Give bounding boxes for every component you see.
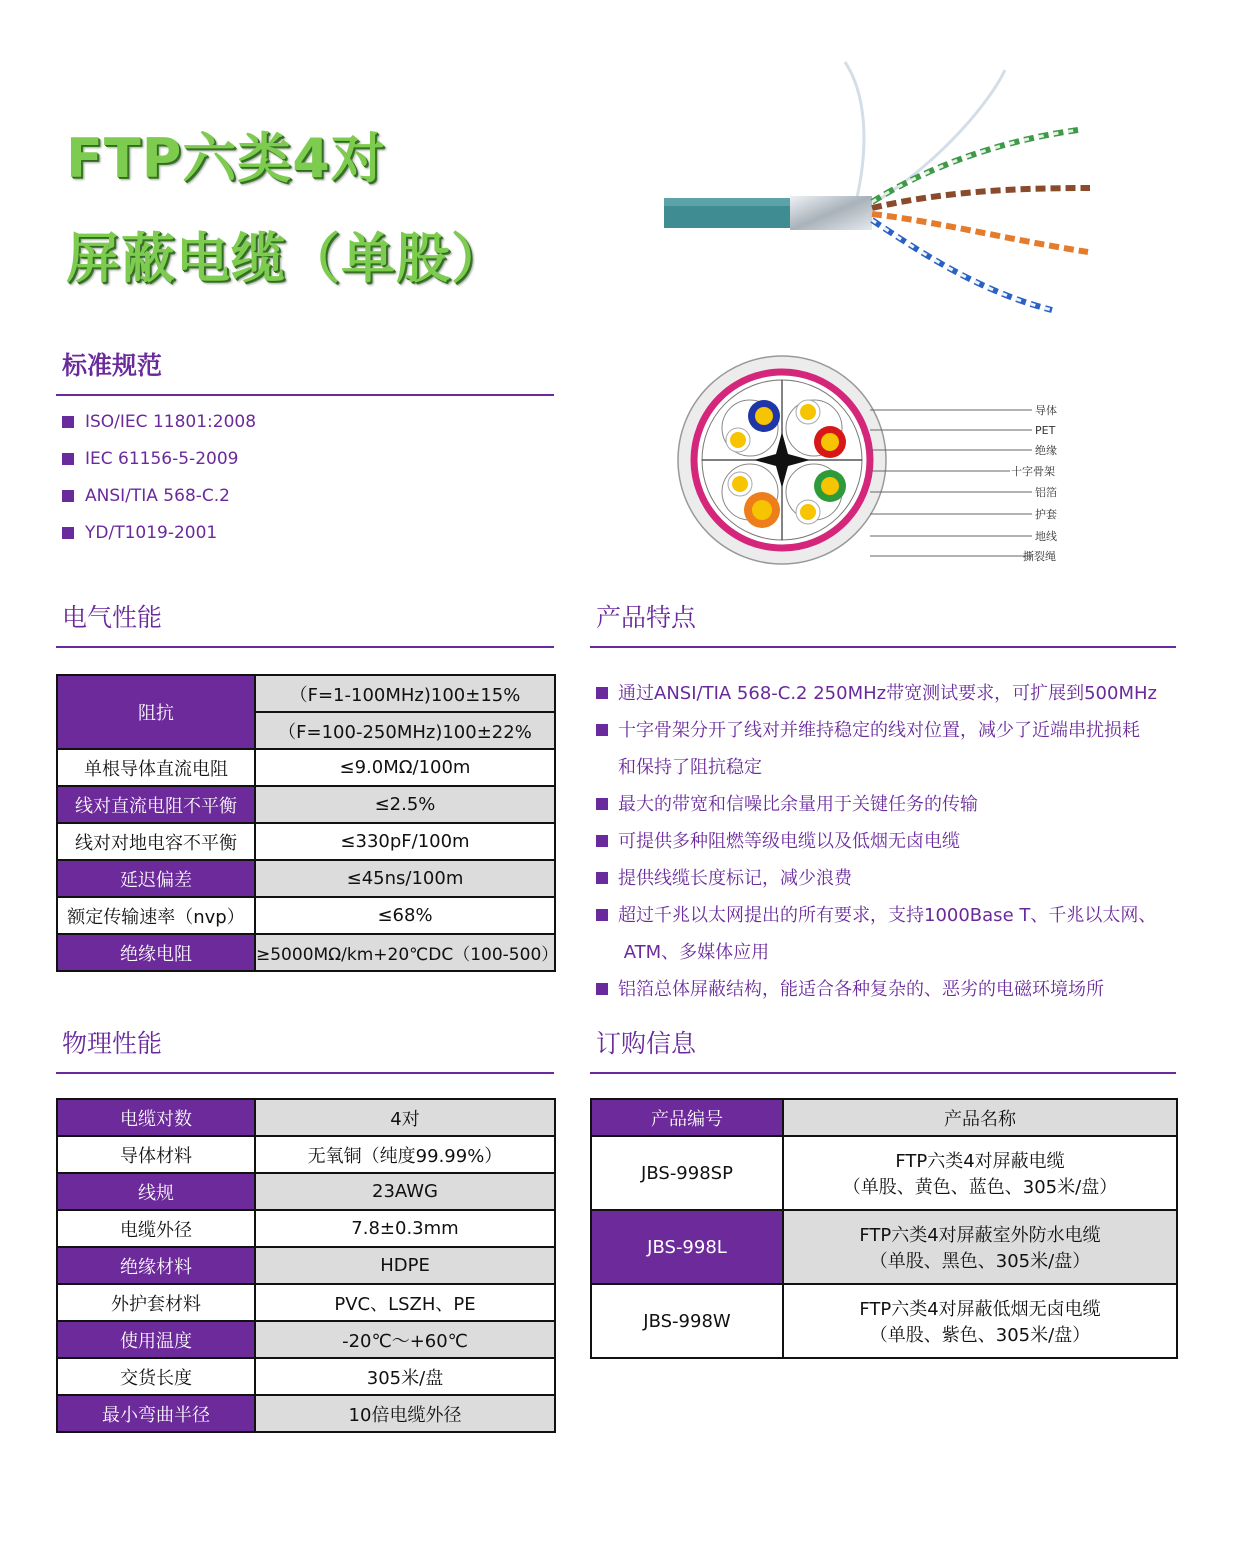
table-row (57, 1358, 555, 1395)
standard-item: ISO/IEC 11801:2008 (62, 403, 256, 440)
table-row (57, 675, 555, 712)
feature-item: 超过千兆以太网提出的所有要求，支持1000Base T、千兆以太网、 ATM、多媒体应用 (596, 897, 1196, 971)
electrical-table (56, 674, 559, 972)
row-value: HDPE (255, 1247, 555, 1284)
row-label: 额定传输速率（nvp） (57, 897, 255, 934)
bullet-square-icon (596, 983, 608, 995)
product-name: FTP六类4对屏蔽室外防水电缆 （单股、黑色、305米/盘） (783, 1210, 1177, 1284)
bullet-square-icon (596, 909, 608, 921)
row-value: 7.8±0.3mm (255, 1210, 555, 1247)
impedance-label: 阻抗 (57, 675, 255, 749)
row-value: 10倍电缆外径 (255, 1395, 555, 1432)
row-label: 绝缘材料 (57, 1247, 255, 1284)
bullet-square-icon (596, 687, 608, 699)
bullet-square-icon (62, 527, 74, 539)
physical-heading: 物理性能 (62, 1029, 163, 1058)
bullet-square-icon (596, 872, 608, 884)
feature-item: 可提供多种阻燃等级电缆以及低烟无卤电缆 (596, 823, 1196, 860)
bullet-square-icon (596, 798, 608, 810)
impedance-value-2: （F=100-250MHz)100±22% (255, 712, 555, 749)
row-label: 电缆对数 (57, 1099, 255, 1136)
electrical-rule (56, 646, 554, 648)
physical-table (56, 1098, 556, 1433)
product-code: JBS-998W (591, 1284, 783, 1358)
table-row (57, 860, 555, 897)
cross-section-diagram (670, 352, 1070, 572)
row-value: PVC、LSZH、PE (255, 1284, 555, 1321)
bullet-square-icon (62, 490, 74, 502)
physical-rule (56, 1072, 554, 1074)
row-value: 4对 (255, 1099, 555, 1136)
row-label: 交货长度 (57, 1358, 255, 1395)
features-list (596, 675, 1196, 1008)
table-row (591, 1284, 1177, 1358)
feature-item: 提供线缆长度标记，减少浪费 (596, 860, 1196, 897)
table-row (591, 1136, 1177, 1210)
label-insulation: 绝缘 (1035, 444, 1057, 457)
table-row (57, 934, 555, 971)
title-line-1: FTP六类4对 (66, 127, 386, 190)
standards-rule (56, 394, 554, 396)
label-cross-filler: 十字骨架 (1011, 465, 1055, 478)
table-row (57, 823, 555, 860)
row-value: ≤2.5% (255, 786, 555, 823)
table-header-row (591, 1099, 1177, 1136)
feature-item: 十字骨架分开了线对并维持稳定的线对位置，减少了近端串扰损耗 和保持了阻抗稳定 (596, 712, 1196, 786)
row-label: 线对直流电阻不平衡 (57, 786, 255, 823)
row-label: 使用温度 (57, 1321, 255, 1358)
product-code: JBS-998SP (591, 1136, 783, 1210)
ordering-rule (590, 1072, 1176, 1074)
feature-item: 最大的带宽和信噪比余量用于关键任务的传输 (596, 786, 1196, 823)
table-row (57, 1136, 555, 1173)
label-jacket: 护套 (1035, 508, 1057, 521)
standards-heading: 标准规范 (62, 351, 163, 380)
row-value: ≤45ns/100m (255, 860, 555, 897)
table-row (57, 1173, 555, 1210)
row-label: 外护套材料 (57, 1284, 255, 1321)
ordering-heading: 订购信息 (596, 1029, 697, 1058)
row-value: ≤330pF/100m (255, 823, 555, 860)
header-product-code: 产品编号 (591, 1099, 783, 1136)
label-drain-wire: 地线 (1035, 530, 1057, 543)
bullet-square-icon (62, 453, 74, 465)
product-code: JBS-998L (591, 1210, 783, 1284)
table-row (57, 1395, 555, 1432)
title-line-2: 屏蔽电缆（单股） (66, 227, 506, 290)
feature-item: 通过ANSI/TIA 568-C.2 250MHz带宽测试要求，可扩展到500MHz (596, 675, 1196, 712)
standards-list (62, 403, 256, 551)
row-value: 305米/盘 (255, 1358, 555, 1395)
bullet-square-icon (596, 724, 608, 736)
row-label: 线规 (57, 1173, 255, 1210)
cable-product-image (660, 52, 1100, 320)
row-value: 无氧铜（纯度99.99%） (255, 1136, 555, 1173)
bullet-square-icon (596, 835, 608, 847)
standard-item: ANSI/TIA 568-C.2 (62, 477, 256, 514)
row-label: 延迟偏差 (57, 860, 255, 897)
row-value: 23AWG (255, 1173, 555, 1210)
row-label: 线对对地电容不平衡 (57, 823, 255, 860)
ordering-table (590, 1098, 1178, 1359)
row-value: -20℃～+60℃ (255, 1321, 555, 1358)
feature-item: 铝箔总体屏蔽结构，能适合各种复杂的、恶劣的电磁环境场所 (596, 971, 1196, 1008)
features-rule (590, 646, 1176, 648)
row-value: ≤9.0MΩ/100m (255, 749, 555, 786)
row-label: 导体材料 (57, 1136, 255, 1173)
label-pet: PET (1035, 424, 1056, 437)
header-product-name: 产品名称 (783, 1099, 1177, 1136)
electrical-heading: 电气性能 (62, 603, 163, 632)
row-label: 最小弯曲半径 (57, 1395, 255, 1432)
row-label: 绝缘电阻 (57, 934, 255, 971)
table-row (57, 786, 555, 823)
standard-item: YD/T1019-2001 (62, 514, 256, 551)
row-label: 单根导体直流电阻 (57, 749, 255, 786)
table-row (57, 1247, 555, 1284)
table-row (57, 1099, 555, 1136)
impedance-value-1: （F=1-100MHz)100±15% (255, 675, 555, 712)
product-name: FTP六类4对屏蔽电缆 （单股、黄色、蓝色、305米/盘） (783, 1136, 1177, 1210)
standard-item: IEC 61156-5-2009 (62, 440, 256, 477)
table-row (57, 749, 555, 786)
label-conductor: 导体 (1035, 404, 1057, 417)
bullet-square-icon (62, 416, 74, 428)
product-name: FTP六类4对屏蔽低烟无卤电缆 （单股、紫色、305米/盘） (783, 1284, 1177, 1358)
table-row (57, 1210, 555, 1247)
table-row (57, 1321, 555, 1358)
table-row (57, 897, 555, 934)
row-value: ≤68% (255, 897, 555, 934)
table-row (591, 1210, 1177, 1284)
features-heading: 产品特点 (596, 603, 697, 632)
table-row (57, 1284, 555, 1321)
row-value: ≥5000MΩ/km+20℃DC（100-500） (255, 934, 555, 971)
label-ripcord: 撕裂绳 (1023, 550, 1056, 563)
label-foil: 铝箔 (1035, 486, 1057, 499)
row-label: 电缆外径 (57, 1210, 255, 1247)
